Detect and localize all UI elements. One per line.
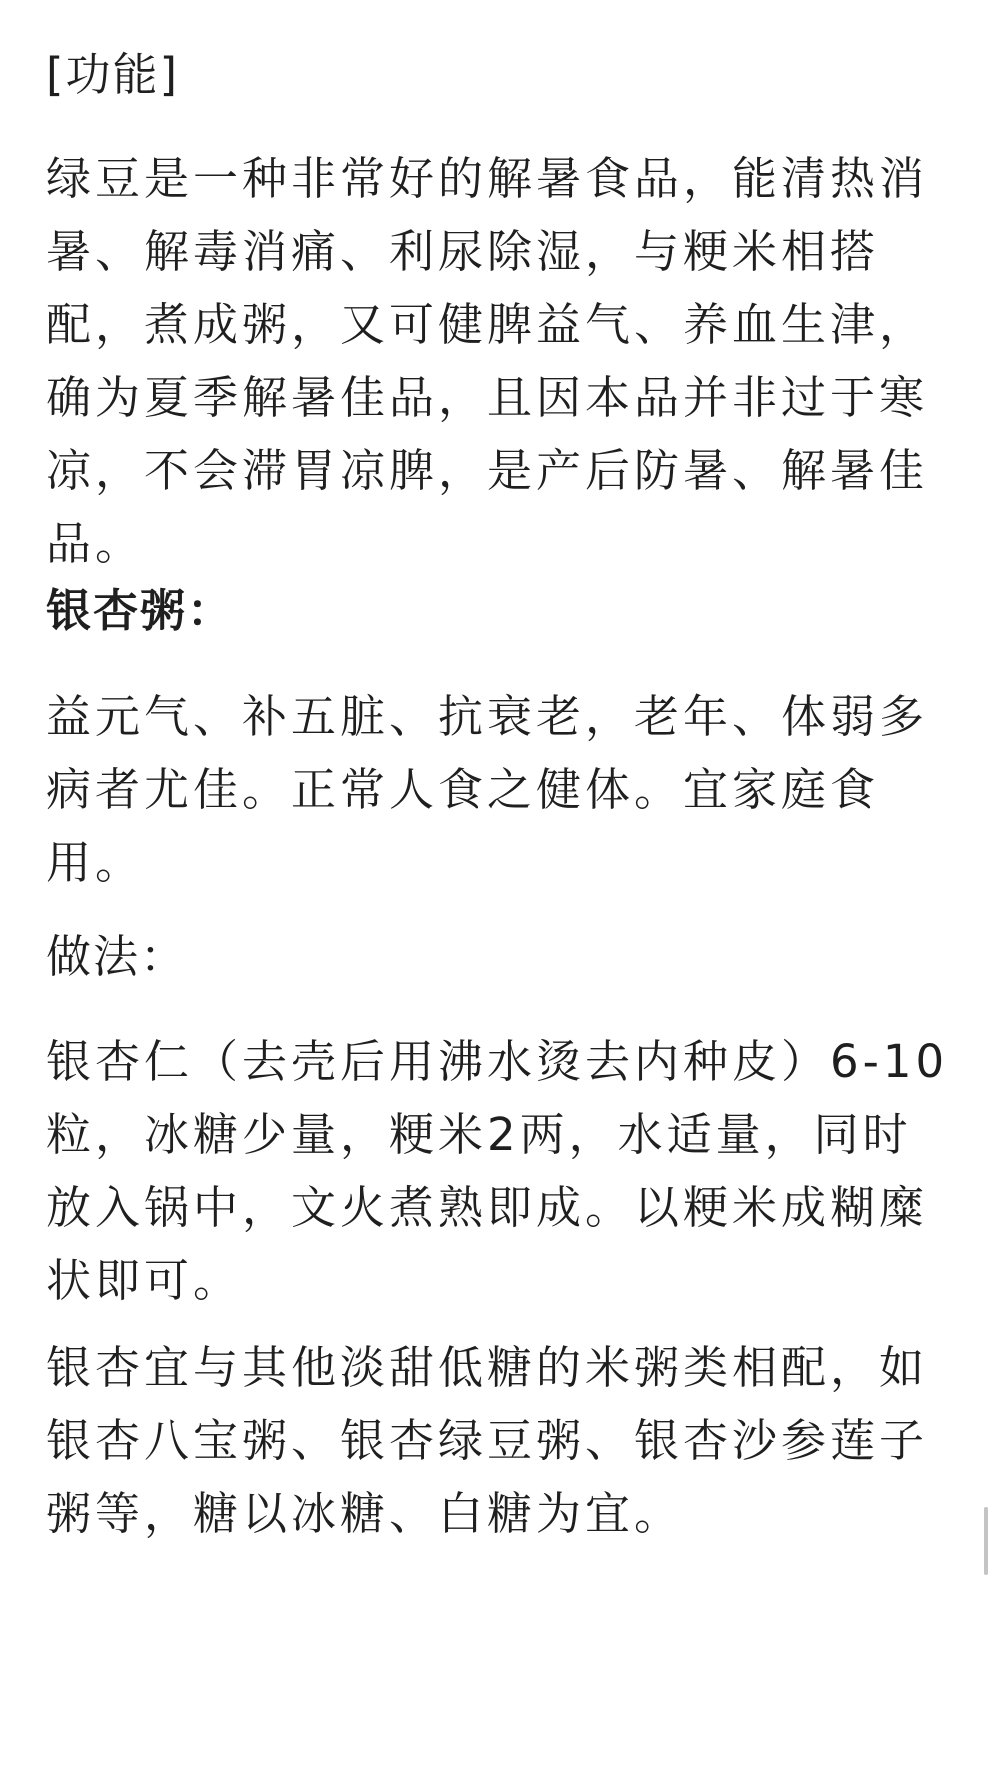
ginkgo-porridge-heading: 银杏粥： <box>46 584 235 637</box>
ginkgo-benefits-paragraph: 益元气、补五脏、抗衰老，老年、体弱多病者尤佳。正常人食之健体。宜家庭食用。 <box>46 690 929 889</box>
method-label: 做法： <box>46 930 188 983</box>
method-steps-paragraph: 银杏仁（去壳后用沸水烫去内种皮）6-10粒，冰糖少量，粳米2两，水适量，同时放入锅中，文火煮熟即成。以粳米成糊糜状即可。 <box>46 1035 949 1307</box>
scrollbar-thumb[interactable] <box>984 1507 988 1575</box>
mung-bean-function-paragraph: 绿豆是一种非常好的解暑食品，能清热消暑、解毒消痛、利尿除湿，与粳米相搭配，煮成粥，又可健脾益气、养血生津，确为夏季解暑佳品，且因本品并非过于寒凉，不会滞胃凉脾，是产后防暑、解暑佳品。 <box>46 152 929 570</box>
pairing-tips-paragraph: 银杏宜与其他淡甜低糖的米粥类相配，如银杏八宝粥、银杏绿豆粥、银杏沙参莲子粥等，糖以冰糖、白糖为宜。 <box>46 1341 929 1540</box>
section-label: [功能] <box>46 48 180 101</box>
